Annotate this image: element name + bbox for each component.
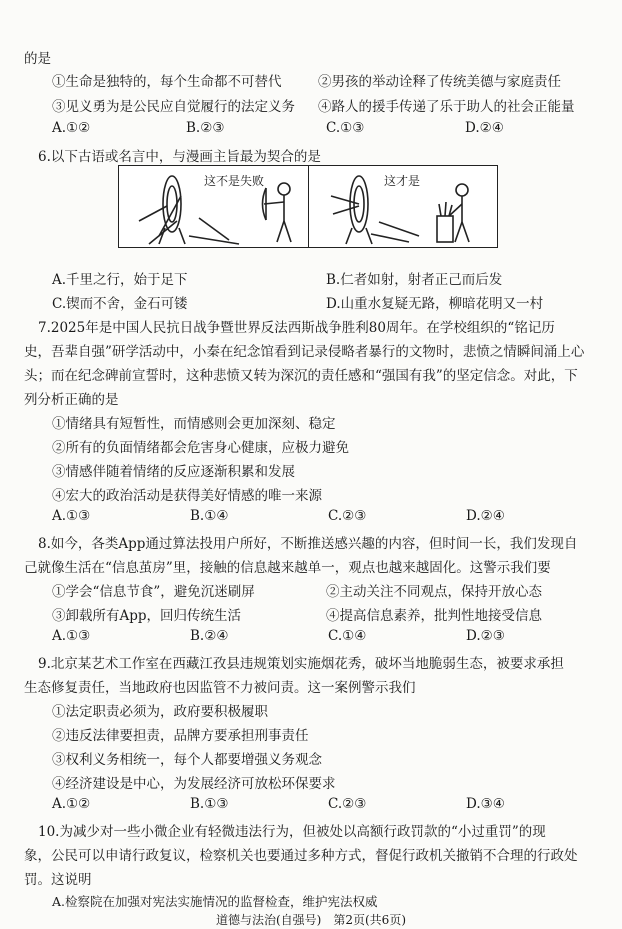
q5-option-a: A.①② — [52, 120, 91, 136]
q8-option-b: B.②④ — [190, 628, 229, 644]
q9-option-d: D.③④ — [466, 796, 505, 812]
q8-item-2: ②主动关注不同观点，保持开放心态 — [326, 584, 542, 600]
q7-option-c: C.②③ — [328, 508, 367, 524]
archery-cartoon — [118, 165, 498, 248]
q8-item-3: ③卸载所有App，回归传统生活 — [52, 608, 242, 624]
q8-item-4: ④提高信息素养，批判性地接受信息 — [326, 608, 542, 624]
q7-item-3: ③情感伴随着情绪的反应逐渐积累和发展 — [52, 464, 295, 480]
q5-item-3: ③见义勇为是公民应自觉履行的法定义务 — [52, 99, 295, 115]
q7-option-b: B.①④ — [190, 508, 229, 524]
q6-option-c: C.锲而不舍，金石可镂 — [52, 296, 188, 312]
q8-stem-line-1: 8.如今，各类App通过算法投用户所好，不断推送感兴趣的内容，但时间一长，我们发现自 — [38, 536, 578, 552]
q9-item-4: ④经济建设是中心，为发展经济可放松环保要求 — [52, 776, 336, 792]
q9-item-3: ③权利义务相统一，每个人都要增强义务观念 — [52, 752, 322, 768]
q7-item-4: ④宏大的政治活动是获得美好情感的唯一来源 — [52, 488, 322, 504]
q10-stem-line-1: 10.为减少对一些小微企业有轻微违法行为，但被处以高额行政罚款的“小过重罚”的现 — [38, 824, 546, 840]
q5-option-d: D.②④ — [465, 120, 504, 136]
cartoon-caption-left: 这不是失败 — [204, 174, 265, 188]
cartoon-divider — [308, 166, 309, 247]
q7-option-d: D.②④ — [466, 508, 505, 524]
q7-stem-line-4: 列分析正确的是 — [24, 392, 119, 408]
q9-stem-line-2: 生态修复责任，当地政府也因监管不力被问责。这一案例警示我们 — [24, 680, 416, 696]
q8-option-d: D.②③ — [466, 628, 505, 644]
q7-item-2: ②所有的负面情绪都会危害身心健康，应极力避免 — [52, 440, 349, 456]
q7-option-a: A.①③ — [52, 508, 91, 524]
q9-item-2: ②违反法律要担责，品牌方要承担刑事责任 — [52, 728, 309, 744]
q9-item-1: ①法定职责必须为，政府要积极履职 — [52, 704, 268, 720]
q6-option-b: B.仁者如射，射者正己而后发 — [326, 272, 503, 288]
q8-option-a: A.①③ — [52, 628, 91, 644]
q9-option-a: A.①② — [52, 796, 91, 812]
q5-item-1: ①生命是独特的，每个生命都不可替代 — [52, 74, 282, 90]
q6-option-a: A.千里之行，始于足下 — [52, 272, 188, 288]
q7-stem-line-2: 史，吾辈自强”研学活动中，小秦在纪念馆看到记录侵略者暴行的文物时，悲愤之情瞬间涌上心 — [24, 344, 585, 360]
q6-stem: 6.以下古语或名言中，与漫画主旨最为契合的是 — [38, 149, 321, 165]
q6-option-d: D.山重水复疑无路，柳暗花明又一村 — [326, 296, 544, 312]
q7-stem-line-1: 7.2025年是中国人民抗日战争暨世界反法西斯战争胜利80周年。在学校组织的“铭记历 — [38, 320, 555, 336]
q9-option-c: C.②③ — [328, 796, 367, 812]
q5-option-c: C.①③ — [326, 120, 365, 136]
cartoon-caption-right: 这才是 — [384, 174, 421, 188]
q8-option-c: C.①④ — [328, 628, 367, 644]
q5-option-b: B.②③ — [186, 120, 225, 136]
q8-item-1: ①学会“信息节食”，避免沉迷刷屏 — [52, 584, 255, 600]
q7-stem-line-3: 头；而在纪念碑前宣誓时，这种悲愤又转为深沉的责任感和“强国有我”的坚定信念。对此，下 — [24, 368, 578, 384]
q8-stem-line-2: 己就像生活在“信息茧房”里，接触的信息越来越单一，观点也越来越固化。这警示我们要 — [24, 560, 551, 576]
q10-stem-line-3: 罚。这说明 — [24, 872, 92, 888]
top-fragment: 的是 — [24, 51, 51, 67]
q9-stem-line-1: 9.北京某艺术工作室在西藏江孜县违规策划实施烟花秀，破坏当地脆弱生态，被要求承担 — [38, 656, 564, 672]
q9-option-b: B.①③ — [190, 796, 229, 812]
q5-item-4: ④路人的援手传递了乐于助人的社会正能量 — [318, 99, 575, 115]
page-footer: 道德与法治(自强号) 第2页(共6页) — [216, 913, 406, 927]
q10-option-a: A.检察院在加强对宪法实施情况的监督检查，维护宪法权威 — [52, 894, 378, 909]
q7-item-1: ①情绪具有短暂性，而情感则会更加深刻、稳定 — [52, 416, 336, 432]
q5-item-2: ②男孩的举动诠释了传统美德与家庭责任 — [318, 74, 561, 90]
q10-stem-line-2: 象，公民可以申请行政复议，检察机关也要通过多种方式，督促行政机关撤销不合理的行政处 — [24, 848, 578, 864]
